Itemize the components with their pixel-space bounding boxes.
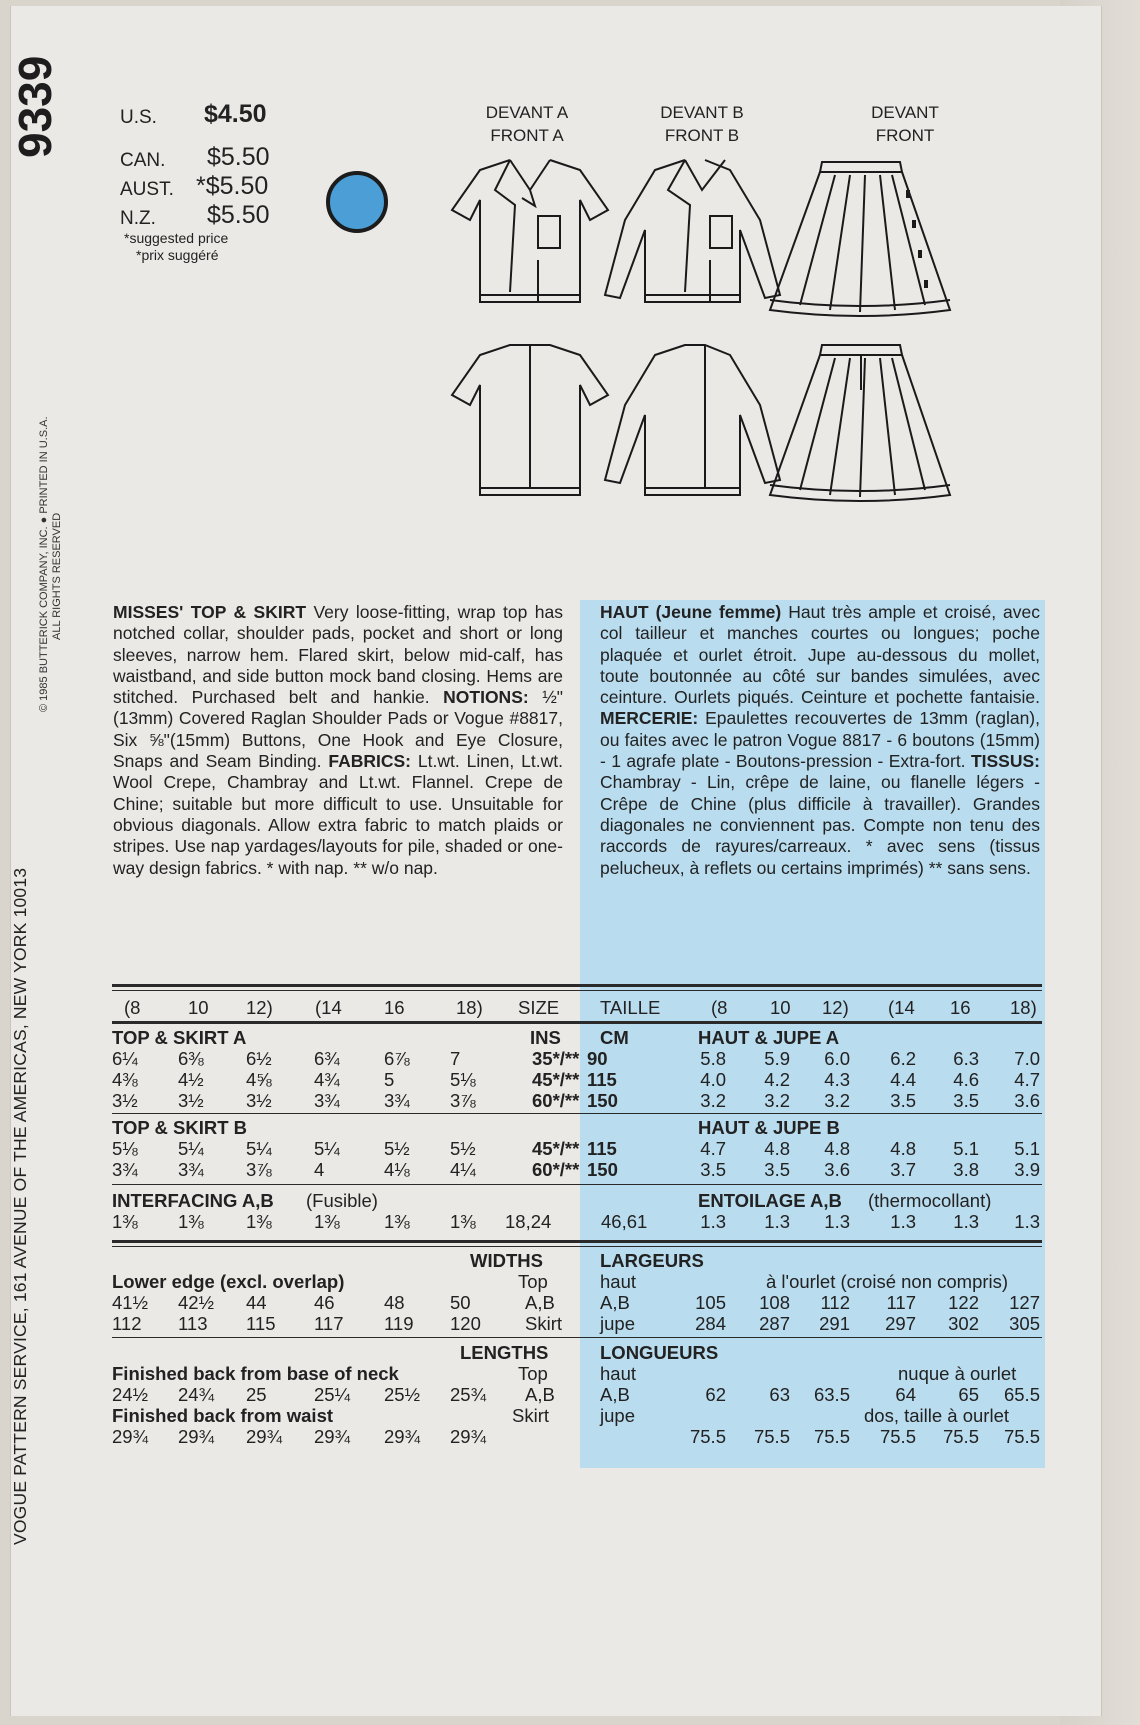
description-text: Very loose-fitting, wrap top has notched collar, shoulder pads, pocket and short or long sleeves, narrow hem. Flared skirt, below mid-calf, has waistband, and side button mock band closing. Hems are stitched. Purchased belt and hankie. (113, 602, 564, 708)
yardage-cell-en: 3¾ (178, 1159, 204, 1180)
price-amount: $4.50 (204, 100, 267, 128)
width-cell-en: 112 (112, 1313, 142, 1334)
top-b-front-drawing (605, 160, 780, 302)
yardage-cell-en: 4½ (178, 1069, 204, 1090)
table-top-rule-thin (112, 990, 1042, 991)
yardage-cell-en: 3¾ (384, 1090, 410, 1111)
fabric-width-cm: 150 (587, 1159, 618, 1180)
yardage-cell-en: 4¾ (314, 1069, 340, 1090)
description-en (113, 602, 563, 879)
notions-text: Epaulettes recouvertes de 13mm (raglan), ou faites avec le patron Vogue 8817 - 6 boutons (15mm) - 1 agrafe plate - Boutons-pression - Extra-fort. (600, 708, 1040, 772)
width-cell-fr: 112 (820, 1292, 850, 1313)
price-country: N.Z. (120, 208, 156, 229)
table-rule (112, 1337, 1042, 1338)
lengths-sub2-en: Finished back from waist (112, 1405, 334, 1426)
interfacing-cell-fr: 1.3 (764, 1211, 790, 1232)
yardage-cell-fr: 4.2 (764, 1069, 790, 1090)
caption-en: FRONT B (664, 126, 740, 145)
width-cell-fr: 302 (948, 1313, 979, 1334)
yardage-cell-en: 4⅛ (384, 1159, 410, 1180)
interfacing-cell-fr: 1.3 (890, 1211, 916, 1232)
yardage-cell-en: 3½ (112, 1090, 138, 1111)
yardage-cell-en: 3¾ (314, 1090, 340, 1111)
fabric-width-in: 45*/** (532, 1069, 580, 1090)
length-mid-fr: A,B (600, 1384, 630, 1405)
price-country: AUST. (120, 179, 174, 200)
description-title: HAUT (Jeune femme) (600, 602, 782, 622)
table-rule (112, 1113, 1042, 1114)
length-cell-fr: 75.5 (942, 1426, 979, 1447)
length-cell-fr: 75.5 (813, 1426, 850, 1447)
yardage-cell-fr: 6.3 (953, 1048, 979, 1069)
fabrics-text: Chambray - Lin, crêpe de laine, ou flanelle légers - Crêpe de Chine (plus difficile à travailler). Grandes diagonales ne conviennent pas. Compte non tenu des raccords de rayures/carreaux. * avec sens (tissus pelucheux, à reflets ou certains imprimés) ** sans sens. (600, 772, 1040, 878)
yardage-cell-en: 3½ (178, 1090, 204, 1111)
size-header-en: 10 (188, 997, 209, 1018)
length-cell-en: 29¾ (450, 1426, 487, 1447)
width-cell-fr: 127 (1009, 1292, 1040, 1313)
yardage-cell-fr: 3.8 (953, 1159, 979, 1180)
length-cell-en: 25¾ (450, 1384, 487, 1405)
width-cell-fr: 297 (885, 1313, 916, 1334)
yardage-cell-en: 6¾ (314, 1048, 340, 1069)
table-rule (112, 1184, 1042, 1185)
yardage-cell-fr: 3.5 (764, 1159, 790, 1180)
width-mid-en: A,B (525, 1292, 555, 1313)
yardage-cell-fr: 7.0 (1014, 1048, 1040, 1069)
price-country: CAN. (120, 150, 166, 171)
length-cell-en: 25¼ (314, 1384, 351, 1405)
yardage-cell-en: 6½ (246, 1048, 272, 1069)
size-header-en: 12) (246, 997, 273, 1018)
top-a-front-drawing (452, 160, 608, 302)
interfacing-cell-en: 1⅜ (450, 1211, 476, 1232)
view-a-caption (447, 101, 607, 147)
interfacing-width-cm: 46,61 (601, 1211, 648, 1232)
lengths-sub1-en: Finished back from base of neck (112, 1363, 399, 1384)
interfacing-note-fr: (thermocollant) (868, 1190, 992, 1211)
width-cell-en: 46 (314, 1292, 335, 1313)
view-b-caption (622, 101, 782, 147)
pattern-number: 9339 (9, 55, 61, 158)
price-amount: *$5.50 (196, 172, 269, 200)
skirt-front-drawing (770, 162, 950, 316)
interfacing-note-en: (Fusible) (306, 1190, 378, 1211)
length-cell-fr: 75.5 (879, 1426, 916, 1447)
lengths-label: LENGTHS (460, 1342, 549, 1363)
yardage-cell-en: 5½ (450, 1138, 476, 1159)
interfacing-cell-en: 1⅜ (178, 1211, 204, 1232)
yardage-cell-en: 5⅛ (450, 1069, 476, 1090)
yardage-cell-fr: 5.9 (764, 1048, 790, 1069)
size-header-fr: 18) (1010, 997, 1037, 1018)
widths-sub-fr: à l'ourlet (croisé non compris) (766, 1271, 1009, 1292)
yardage-cell-fr: 4.8 (764, 1138, 790, 1159)
blue-dot-marker (326, 171, 388, 233)
yardage-cell-fr: 4.3 (824, 1069, 850, 1090)
yardage-cell-en: 4 (314, 1159, 325, 1180)
price-country: U.S. (120, 107, 157, 128)
fabric-width-cm: 115 (587, 1069, 617, 1090)
size-header-en: 16 (384, 997, 405, 1018)
widths-haut-label: haut (600, 1271, 637, 1292)
yardage-cell-en: 5¼ (178, 1138, 204, 1159)
fabrics-label: TISSUS: (970, 751, 1040, 772)
interfacing-cell-fr: 1.3 (824, 1211, 850, 1232)
yardage-cell-fr: 4.7 (700, 1138, 726, 1159)
longueurs-label: LONGUEURS (600, 1342, 719, 1363)
yardage-cell-en: 5¼ (246, 1138, 272, 1159)
yardage-cell-fr: 4.8 (890, 1138, 916, 1159)
width-cell-fr: 305 (1009, 1313, 1040, 1334)
size-header-fr: (14 (888, 997, 915, 1018)
yardage-cell-fr: 4.0 (700, 1069, 726, 1090)
table-rule (112, 1021, 1042, 1024)
yardage-cell-en: 6⅞ (384, 1048, 410, 1069)
description-text: Haut très ample et croisé, avec col tailleur et manches courtes ou longues; poche plaquée et ourlet étroit. Jupe au-dessous du mollet, toute boutonnée au côté sur bandes simulées, avec ceinture. Ourlets piqués. Ceinture et pochette fantaisie. (600, 602, 1040, 708)
fabric-width-in: 60*/** (532, 1159, 580, 1180)
yardage-cell-fr: 5.8 (700, 1048, 726, 1069)
interfacing-cell-en: 1⅜ (246, 1211, 272, 1232)
width-mid-fr: A,B (600, 1292, 630, 1313)
length-cell-fr: 75.5 (753, 1426, 790, 1447)
envelope-spine (0, 0, 75, 1725)
width-cell-en: 44 (246, 1292, 267, 1313)
length-cell-en: 29¾ (178, 1426, 215, 1447)
yardage-cell-en: 3⅞ (246, 1159, 272, 1180)
length-cell-en: 29¾ (314, 1426, 351, 1447)
size-header-en: (8 (124, 997, 141, 1018)
yardage-cell-fr: 3.2 (764, 1090, 790, 1111)
size-header-fr: (8 (711, 997, 728, 1018)
price-amount: $5.50 (207, 201, 270, 229)
yardage-cell-fr: 3.5 (953, 1090, 979, 1111)
width-mid-fr: jupe (600, 1313, 635, 1334)
size-header-fr: 16 (950, 997, 971, 1018)
lengths-jupe-label: jupe (600, 1405, 635, 1426)
length-cell-fr: 75.5 (689, 1426, 726, 1447)
fabric-width-cm: 90 (587, 1048, 608, 1069)
yardage-cell-fr: 4.8 (824, 1138, 850, 1159)
width-cell-fr: 117 (886, 1292, 916, 1313)
width-cell-en: 113 (178, 1313, 208, 1334)
rights-line: ALL RIGHTS RESERVED (51, 512, 63, 640)
caption-fr: DEVANT (871, 103, 939, 122)
lengths-sub1-fr: nuque à ourlet (898, 1363, 1017, 1384)
yardage-cell-fr: 3.5 (890, 1090, 916, 1111)
unit-ins: INS (530, 1027, 561, 1048)
length-cell-fr: 63.5 (813, 1384, 850, 1405)
size-header-fr: 10 (770, 997, 791, 1018)
width-cell-en: 117 (314, 1313, 344, 1334)
yardage-cell-fr: 4.7 (1014, 1069, 1040, 1090)
price-note-en: *suggested price (124, 230, 229, 246)
widths-sub-en: Lower edge (excl. overlap) (112, 1271, 345, 1292)
yardage-cell-fr: 3.9 (1014, 1159, 1040, 1180)
length-cell-fr: 65 (958, 1384, 979, 1405)
yardage-cell-fr: 4.4 (890, 1069, 916, 1090)
lengths-skirt-label: Skirt (512, 1405, 549, 1426)
top-b-back-drawing (605, 345, 780, 495)
section-label-en: TOP & SKIRT B (112, 1117, 248, 1138)
yardage-cell-en: 4⅜ (112, 1069, 138, 1090)
skirt-back-drawing (770, 345, 950, 501)
size-label: SIZE (518, 997, 560, 1018)
width-cell-en: 42½ (178, 1292, 215, 1313)
yardage-cell-fr: 5.1 (953, 1138, 979, 1159)
interfacing-cell-en: 1⅜ (314, 1211, 340, 1232)
interfacing-cell-fr: 1.3 (1014, 1211, 1040, 1232)
length-cell-fr: 63 (769, 1384, 790, 1405)
section-label-fr: HAUT & JUPE A (698, 1027, 840, 1048)
yardage-cell-en: 5 (384, 1069, 395, 1090)
yardage-cell-en: 4¼ (450, 1159, 476, 1180)
length-cell-fr: 75.5 (1003, 1426, 1040, 1447)
width-cell-en: 50 (450, 1292, 471, 1313)
length-cell-en: 24¾ (178, 1384, 215, 1405)
yardage-cell-en: 3¾ (112, 1159, 138, 1180)
interfacing-width-in: 18,24 (505, 1211, 552, 1232)
yardage-cell-en: 6¼ (112, 1048, 138, 1069)
length-mid-en: A,B (525, 1384, 555, 1405)
fabrics-text: Lt.wt. Linen, Lt.wt. Wool Crepe, Chambray and Lt.wt. Flannel. Crepe de Chine; suitable but more difficult to use. Unsuitable for obvious diagonals. Allow extra fabric to match plaids or stripes. Use nap yardages/layouts for pile, shaded or one-way design fabrics. * with nap. ** w/o nap. (113, 751, 563, 878)
yardage-cell-fr: 3.6 (1014, 1090, 1040, 1111)
table-top-rule (112, 984, 1042, 987)
notions-text: ½"(13mm) Covered Raglan Shoulder Pads or Vogue #8817, Six ⅝"(15mm) Buttons, One Hook and Eye Closure, Snaps and Seam Binding. (113, 687, 563, 772)
yardage-cell-fr: 3.6 (824, 1159, 850, 1180)
length-cell-fr: 62 (705, 1384, 726, 1405)
table-rule (112, 1240, 1042, 1243)
description-fr (600, 602, 1040, 879)
yardage-cell-fr: 4.6 (953, 1069, 979, 1090)
lengths-haut-label: haut (600, 1363, 637, 1384)
caption-fr: DEVANT B (660, 103, 744, 122)
fabric-width-cm: 115 (587, 1138, 617, 1159)
yardage-cell-fr: 3.2 (700, 1090, 726, 1111)
largeurs-label: LARGEURS (600, 1250, 704, 1271)
notions-label: NOTIONS: (443, 687, 529, 708)
price-note-fr: *prix suggéré (136, 247, 219, 263)
length-cell-en: 24½ (112, 1384, 149, 1405)
width-cell-fr: 284 (695, 1313, 726, 1334)
size-header-fr: 12) (822, 997, 849, 1018)
yardage-cell-en: 4⅝ (246, 1069, 272, 1090)
interfacing-cell-fr: 1.3 (700, 1211, 726, 1232)
yardage-cell-fr: 3.2 (824, 1090, 850, 1111)
length-cell-fr: 64 (895, 1384, 916, 1405)
yardage-cell-fr: 3.7 (890, 1159, 916, 1180)
yardage-cell-en: 3½ (246, 1090, 272, 1111)
length-cell-en: 25½ (384, 1384, 421, 1405)
yardage-cell-fr: 5.1 (1014, 1138, 1040, 1159)
width-cell-fr: 287 (759, 1313, 790, 1334)
width-cell-en: 120 (450, 1313, 481, 1334)
width-cell-fr: 105 (695, 1292, 726, 1313)
yardage-cell-en: 5⅛ (112, 1138, 138, 1159)
length-cell-en: 29¾ (246, 1426, 283, 1447)
unit-cm: CM (600, 1027, 629, 1048)
widths-top-label: Top (518, 1271, 548, 1292)
fabric-width-in: 35*/** (532, 1048, 580, 1069)
caption-fr: DEVANT A (485, 103, 569, 122)
fabrics-label: FABRICS: (328, 751, 411, 772)
table-rule (112, 1246, 1042, 1247)
width-cell-fr: 122 (948, 1292, 979, 1313)
yardage-cell-fr: 6.0 (824, 1048, 850, 1069)
price-amount: $5.50 (207, 143, 270, 171)
interfacing-cell-en: 1⅜ (384, 1211, 410, 1232)
copyright-line: © 1985 BUTTERICK COMPANY, INC. ● PRINTED IN U.S.A. (38, 416, 50, 712)
service-address: VOGUE PATTERN SERVICE, 161 AVENUE OF THE AMERICAS, NEW YORK 10013 (10, 867, 30, 1545)
interfacing-cell-en: 1⅜ (112, 1211, 138, 1232)
interfacing-cell-fr: 1.3 (953, 1211, 979, 1232)
width-cell-en: 48 (384, 1292, 405, 1313)
technical-drawings (440, 150, 1000, 530)
widths-label: WIDTHS (470, 1250, 543, 1271)
lengths-top-label: Top (518, 1363, 548, 1384)
description-title: MISSES' TOP & SKIRT (113, 602, 307, 622)
yardage-cell-fr: 3.5 (700, 1159, 726, 1180)
yardage-cell-fr: 6.2 (890, 1048, 916, 1069)
yardage-cell-en: 7 (450, 1048, 461, 1069)
interfacing-label-en: INTERFACING A,B (112, 1190, 274, 1211)
size-header-en: (14 (315, 997, 342, 1018)
yardage-cell-en: 3⅞ (450, 1090, 476, 1111)
section-label-fr: HAUT & JUPE B (698, 1117, 840, 1138)
interfacing-label-fr: ENTOILAGE A,B (698, 1190, 842, 1211)
fabric-width-in: 45*/** (532, 1138, 580, 1159)
lengths-sub2-fr: dos, taille à ourlet (864, 1405, 1010, 1426)
yardage-cell-en: 6⅜ (178, 1048, 204, 1069)
width-cell-en: 119 (384, 1313, 414, 1334)
taille-label: TAILLE (600, 997, 661, 1018)
fabric-width-in: 60*/** (532, 1090, 580, 1111)
view-c-caption (825, 101, 985, 147)
notions-label: MERCERIE: (600, 708, 699, 729)
width-mid-en: Skirt (525, 1313, 562, 1334)
width-cell-en: 41½ (112, 1292, 149, 1313)
yardage-cell-en: 5¼ (314, 1138, 340, 1159)
caption-en: FRONT A (490, 126, 564, 145)
width-cell-fr: 108 (759, 1292, 790, 1313)
caption-en: FRONT (875, 126, 935, 145)
section-label-en: TOP & SKIRT A (112, 1027, 247, 1048)
length-cell-en: 25 (246, 1384, 267, 1405)
width-cell-en: 115 (246, 1313, 276, 1334)
yardage-cell-en: 5½ (384, 1138, 410, 1159)
fabric-width-cm: 150 (587, 1090, 618, 1111)
width-cell-fr: 291 (819, 1313, 850, 1334)
top-a-back-drawing (452, 345, 608, 495)
length-cell-en: 29¾ (384, 1426, 421, 1447)
length-cell-fr: 65.5 (1003, 1384, 1040, 1405)
size-header-en: 18) (456, 997, 483, 1018)
length-cell-en: 29¾ (112, 1426, 149, 1447)
